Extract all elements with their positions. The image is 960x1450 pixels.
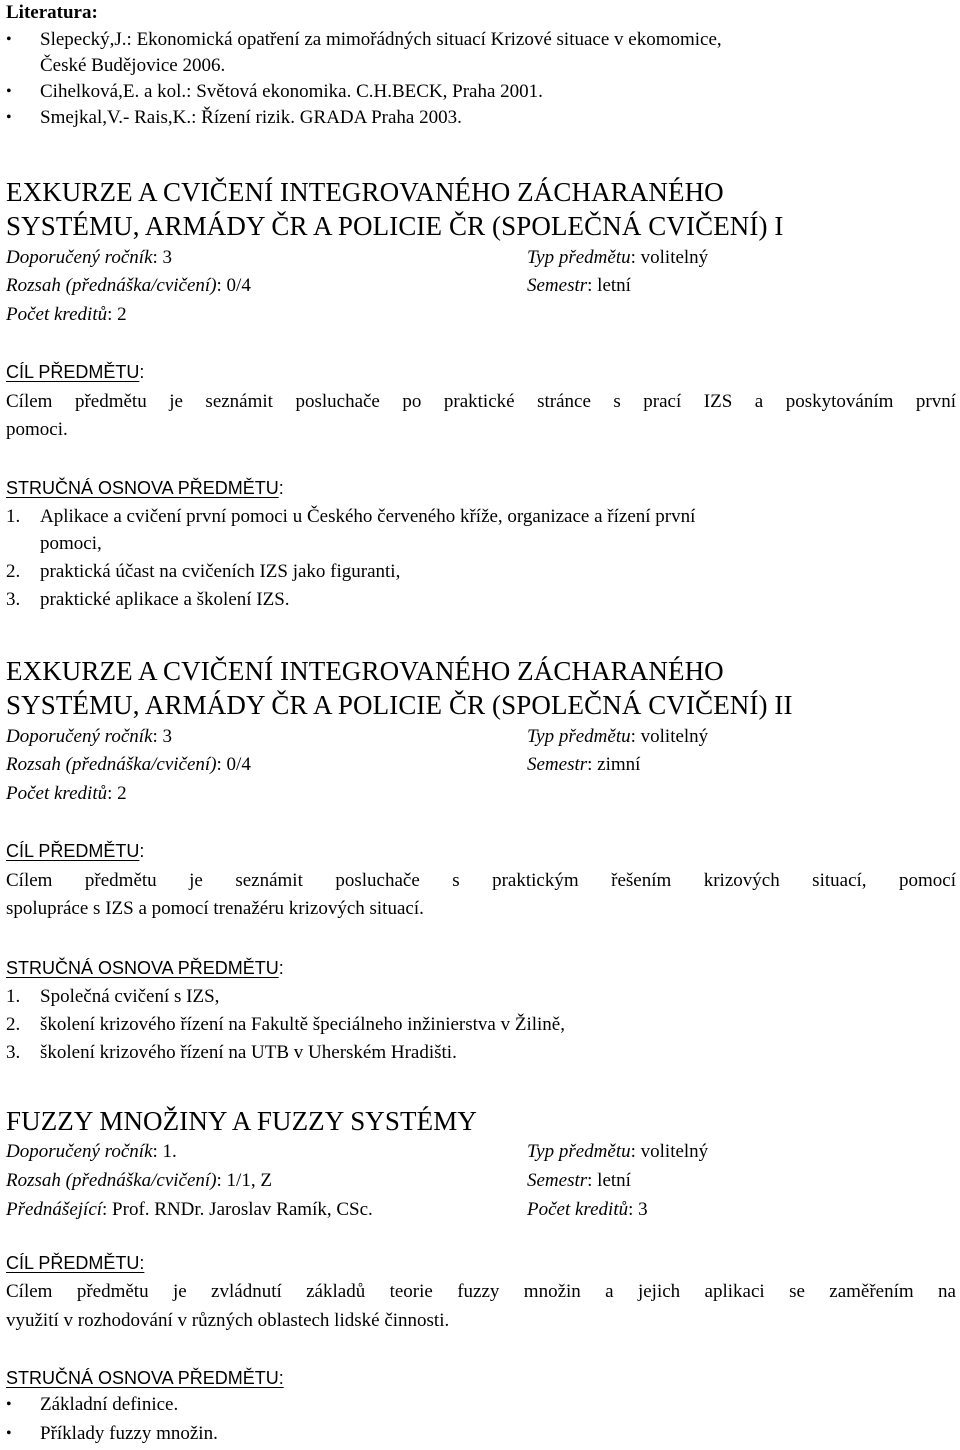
literature-item: Slepecký,J.: Ekonomická opatření za mimořádných situací Krizové situace v ekomomice, — [40, 29, 722, 50]
bullet-icon: • — [6, 1396, 12, 1413]
semestr-field: Semestr: zimní — [527, 754, 641, 775]
typ-field: Typ předmětu: volitelný — [527, 1141, 709, 1162]
semestr-field: Semestr: letní — [527, 275, 631, 296]
bullet-icon: • — [6, 109, 12, 126]
cil-label: CÍL PŘEDMĚTU: — [6, 841, 145, 861]
cil-text: pomoci. — [6, 419, 68, 440]
literature-title: Literatura: — [6, 2, 98, 23]
cil-text: spolupráce s IZS a pomocí trenažéru krizových situací. — [6, 898, 424, 919]
rozsah-field: Rozsah (přednáška/cvičení): 0/4 — [6, 275, 251, 296]
cil-text: využití v rozhodování v různých oblastech lidské činnosti. — [6, 1310, 450, 1331]
typ-field: Typ předmětu: volitelný — [527, 726, 709, 747]
literature-item: Smejkal,V.- Rais,K.: Řízení rizik. GRADA Praha 2003. — [40, 107, 462, 128]
cil-text: Cílem předmětu je zvládnutí základů teorie fuzzy množin a jejich aplikaci se zaměřením na — [6, 1281, 956, 1302]
kredity-field: Počet kreditů: 3 — [527, 1199, 648, 1220]
osnova-item: 1. Aplikace a cvičení první pomoci u Českého červeného kříže, organizace a řízení první — [6, 506, 696, 527]
osnova-item: 1. Společná cvičení s IZS, — [6, 986, 220, 1007]
rozsah-field: Rozsah (přednáška/cvičení): 1/1, Z — [6, 1170, 272, 1191]
rocnik-field: Doporučený ročník: 1. — [6, 1141, 177, 1162]
osnova-item: 2. školení krizového řízení na Fakultě špeciálneho inžinierstva v Žilině, — [6, 1014, 565, 1035]
course-heading: EXKURZE A CVIČENÍ INTEGROVANÉHO ZÁCHARANÉHO — [6, 656, 724, 686]
cil-label: CÍL PŘEDMĚTU: — [6, 362, 145, 382]
osnova-label: STRUČNÁ OSNOVA PŘEDMĚTU: — [6, 1368, 284, 1388]
osnova-label: STRUČNÁ OSNOVA PŘEDMĚTU: — [6, 958, 284, 978]
course-heading: SYSTÉMU, ARMÁDY ČR A POLICIE ČR (SPOLEČNÁ CVIČENÍ) I — [6, 211, 784, 241]
rozsah-field: Rozsah (přednáška/cvičení): 0/4 — [6, 754, 251, 775]
kredity-field: Počet kreditů: 2 — [6, 783, 127, 804]
rocnik-field: Doporučený ročník: 3 — [6, 726, 173, 747]
literature-item-cont: České Budějovice 2006. — [40, 55, 226, 76]
osnova-label: STRUČNÁ OSNOVA PŘEDMĚTU: — [6, 478, 284, 498]
bullet-icon: • — [6, 31, 12, 48]
cil-text: Cílem předmětu je seznámit posluchače s praktickým řešením krizových situací, pomocí — [6, 870, 956, 891]
osnova-item: Základní definice. — [40, 1394, 179, 1415]
osnova-item: 3. praktické aplikace a školení IZS. — [6, 589, 290, 610]
literature-item: Cihelková,E. a kol.: Světová ekonomika. C.H.BECK, Praha 2001. — [40, 81, 543, 102]
cil-label: CÍL PŘEDMĚTU: — [6, 1253, 145, 1273]
rocnik-field: Doporučený ročník: 3 — [6, 247, 173, 268]
osnova-item: Příklady fuzzy množin. — [40, 1423, 218, 1444]
typ-field: Typ předmětu: volitelný — [527, 247, 709, 268]
course-heading: EXKURZE A CVIČENÍ INTEGROVANÉHO ZÁCHARANÉHO — [6, 177, 724, 207]
osnova-item-cont: pomoci, — [40, 533, 102, 554]
bullet-icon: • — [6, 1425, 12, 1442]
course-heading: SYSTÉMU, ARMÁDY ČR A POLICIE ČR (SPOLEČNÁ CVIČENÍ) II — [6, 690, 793, 720]
osnova-item: 2. praktická účast na cvičeních IZS jako figuranti, — [6, 561, 401, 582]
prednasejici-field: Přednášející: Prof. RNDr. Jaroslav Ramík, CSc. — [6, 1199, 373, 1220]
course-heading: FUZZY MNOŽINY A FUZZY SYSTÉMY — [6, 1106, 477, 1136]
cil-text: Cílem předmětu je seznámit posluchače po praktické stránce s prací IZS a poskytováním první — [6, 391, 956, 412]
kredity-field: Počet kreditů: 2 — [6, 304, 127, 325]
semestr-field: Semestr: letní — [527, 1170, 631, 1191]
osnova-item: 3. školení krizového řízení na UTB v Uherském Hradišti. — [6, 1042, 457, 1063]
bullet-icon: • — [6, 83, 12, 100]
